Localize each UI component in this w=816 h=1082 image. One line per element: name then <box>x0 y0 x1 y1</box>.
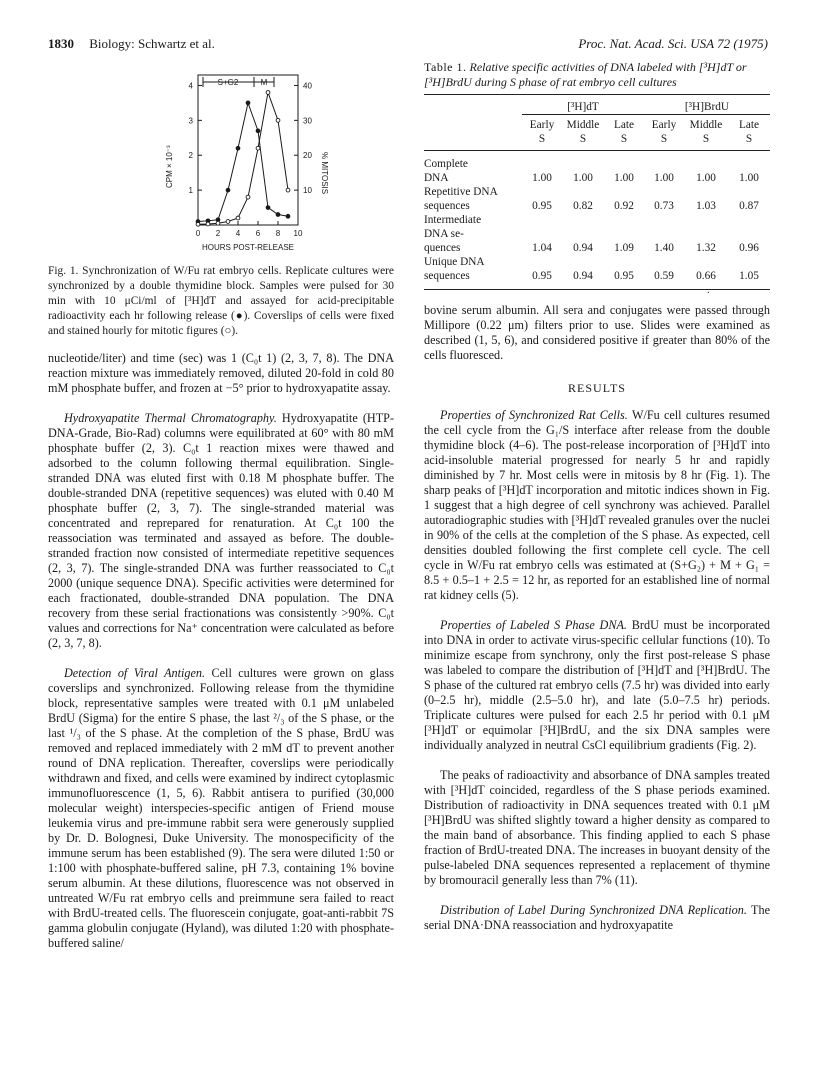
y-left-label: CPM × 10⁻³ <box>165 145 174 188</box>
sub-header: Middle S <box>562 115 604 151</box>
data-point-filled <box>236 146 240 150</box>
series-line-1 <box>198 103 288 222</box>
sub-header: Early S <box>644 115 684 151</box>
table-1-title <box>424 60 770 90</box>
table-row <box>424 227 770 241</box>
paragraph-continued: bovine serum albumin. All sera and conjugates were passed through Millipore (0.22 μm) filters prior to use. Slides were examined as described (1, 5, 6), and considered positive if greater than 80% of the cells fluoresced. <box>424 303 770 362</box>
row-label: quences <box>424 242 461 254</box>
table-title-text: Relative specific activities of DNA labeled with [³H]dT or [³H]BrdU during S phase of rat embryo cell cultures <box>424 60 747 89</box>
figure-1-caption <box>48 264 394 339</box>
table-cell <box>604 213 644 227</box>
table-cell: 0.95 <box>522 269 562 290</box>
row-label: Repetitive DNA <box>424 186 498 198</box>
y-right-tick-label: 10 <box>303 186 312 196</box>
axis-ticks <box>189 81 313 238</box>
data-point-open <box>256 146 260 150</box>
table-cell: 1.40 <box>654 242 674 254</box>
plot-frame <box>198 75 298 225</box>
row-label: sequences <box>424 200 470 212</box>
right-column: Table 1. Relative specific activities of DNA labeled with [³H]dT or [³H]BrdU during S phase of rat embryo cell cultures [³H]dT [³H]BrdU Early S Middle S Late S Early S Middle S Late S Complete DNA 1.00 1.00 1.00 1.00 1.00 1.00 Repetitive DNA sequences 0.95 0.82 0.92 0.73 1.03 0.87 Intermediate DNA se- quences 1.04 0.94 1.09 1.40 1.32 0.96 Unique DNA sequences 0.95 0.94 0.95 0.59 0.66 1.05 · bovine serum albumin. All sera and conjugates were passed through Millipore (0.22 μm) filters prior to use. Slides were examined as described (1, 5, 6), and considered positive if greater than 80% of the cells fluoresced. RESULTS Properties of Synchronized Rat Cells. W/Fu cell cultures resumed the cell cycle from the G₁/S interface after release from the double thymidine block (4–6). The post-release incorporation of [³H]dT into acid-insoluble material progressed for nearly 5 hr and rapidly diminished by 7 hr. Most cells were in mitosis by 8 hr (Fig. 1). The sharp peaks of [³H]dT incorporation and mitotic indices shown in Fig. 1 suggest that a high degree of cell synchrony was achieved. Parallel autoradiographic studies with [³H]dT revealed granules over the nuclei in 90% of the cells at the completion of the S phase. As expected, cell densities doubled following the first complete cell cycle. The cell cycle in W/Fu rat embryo cells was estimated at (S+G₂) + M + G₁ = 8.5 + 0.5–1 + 2.5 = 12 hr, as reported for an established line of normal rat kidney cells (5). Properties of Labeled S Phase DNA. BrdU must be incorporated into DNA in order to activate virus-specific cellular functions (10). To minimize escape from synchrony, only the first post-release S phase was labeled to compare the distribution of [³H]dT and [³H]BrdU. The S phase of the cultured rat embryo cells (7.5 hr) was divided into early (0–2.5 hr), middle (2.5–5.0 hr), and late (5.0–7.5 hr) periods. Triplicate cultures were pulsed for each 2.5 hr period with 0.1 μM [³H]dT or equimolar [³H]BrdU, and the six DNA samples were individually analyzed in neutral CsCl equilibrium gradients (Fig. 2). The peaks of radioactivity and absorbance of DNA samples treated with [³H]dT coincided, regardless of the S phase periods examined. Distribution of radioactivity in DNA sequences treated with 0.1 μM [³H]BrdU was shifted slightly toward a higher density as compared to the main band of absorbance. This finding applied to each S phase fraction of BrdU-treated DNA. The increases in buoyant density of the pulse-labeled DNA sequences represented a replacement of thymine by bromouracil generally less than 7% (11). Distribution of Label During Synchronized DNA Replication. The serial DNA·DNA reassociation and hydroxyapatite <box>424 60 771 932</box>
table-cell <box>522 227 562 241</box>
y-left-tick-label: 2 <box>188 151 193 161</box>
table-cell <box>604 185 644 199</box>
table-cell <box>562 151 604 172</box>
table-cell <box>728 227 770 241</box>
table-cell <box>728 255 770 269</box>
table-cell <box>728 151 770 172</box>
table-cell <box>644 151 684 172</box>
table-cell <box>644 185 684 199</box>
table-cell <box>604 151 644 172</box>
table-cell <box>522 255 562 269</box>
paragraph-labeled-s-phase <box>424 618 770 753</box>
table-cell: 1.03 <box>696 200 716 212</box>
table-cell: 1.09 <box>614 242 634 254</box>
table-row <box>424 199 770 213</box>
table-cell <box>644 255 684 269</box>
sub-header: Middle S <box>684 115 728 151</box>
sub-header-row <box>424 115 770 151</box>
phase-label-m: M <box>260 78 268 87</box>
paragraph-text: W/Fu cell cultures resumed the cell cycle from the G₁/S interface after release from the double thymidine block (4–6). The post-release incorporation of [³H]dT into acid-insoluble material progressed for nearly 5 hr and rapidly diminished by 7 hr. Most cells were in mitosis by 8 hr (Fig. 1). The sharp peaks of [³H]dT incorporation and mitotic indices shown in Fig. 1 suggest that a high degree of cell synchrony was achieved. Parallel autoradiographic studies with [³H]dT revealed granules over the nuclei in 90% of the cells at the completion of the S phase. As expected, cell densities doubled following the first complete cell cycle. The cell cycle in W/Fu rat embryo cells was estimated at (S+G₂) + M + G₁ = 8.5 + 0.5–1 + 2.5 = 12 hr, as reported for an established line of normal rat kidney cells (5). <box>424 408 771 602</box>
run-in-heading: Distribution of Label During Synchronized DNA Replication. <box>440 903 747 917</box>
x-tick-label: 4 <box>235 229 241 238</box>
table-cell: 0.82 <box>573 200 593 212</box>
data-point-open <box>196 222 200 226</box>
table-cell: 0.59 <box>644 269 684 290</box>
table-row <box>424 241 770 255</box>
table-cell: 1.00 <box>573 172 593 184</box>
figure-label: Fig. 1. <box>48 265 79 277</box>
data-point-filled <box>266 206 270 210</box>
row-label: Unique DNA <box>424 256 485 268</box>
table-label: Table 1. <box>424 60 467 74</box>
paragraph-synchronized-cells <box>424 408 770 603</box>
table-cell <box>644 213 684 227</box>
data-point-filled <box>276 213 280 217</box>
data-point-open <box>236 216 240 220</box>
y-right-tick-label: 20 <box>303 151 312 161</box>
table-cell: 0.95 <box>532 200 552 212</box>
paragraph-label-distribution <box>424 903 770 933</box>
table-cell <box>522 213 562 227</box>
table-cell: 0.87 <box>739 200 759 212</box>
row-label: sequences <box>424 269 522 290</box>
caption-text: Synchronization of W/Fu rat embryo cells. Replicate cultures were synchronized by a double thymidine block. Samples were pulsed for 30 min with 10 μCi/ml of [³H]dT and assayed for acid-precipitable radioactivity each hr following release (●). Coverslips of cells were fixed and stained hourly for mitotic figures (○). <box>48 265 394 337</box>
table-cell: 0.94 <box>573 242 593 254</box>
row-label: Complete <box>424 158 468 170</box>
table-cell: 1.00 <box>696 172 716 184</box>
table-row <box>424 213 770 227</box>
x-tick-label: 10 <box>293 229 303 238</box>
table-cell <box>562 185 604 199</box>
paragraph-text: Cell cultures were grown on glass coverslips and synchronized. Following release from the thymidine block, representative samples were treated with 0.1 μM unlabeled BrdU (Sigma) for the entire S phase, the last ²/₃ of the S phase, or the last ¹/₃ of the S phase. At the completion of the S phase, BrdU was removed and replaced immediately with 2 mM dT to prevent another round of DNA replication. Thereafter, coverslips were periodically withdrawn and fixed, and cells were examined by indirect cytoplasmic immunofluorescence (1, 5, 6). Rabbit antisera to purified (30,000 molecular weight) interspecies-specific antigen of Friend mouse leukemia virus and pre-immune rabbit sera were generously supplied by Dr. D. Bolognesi, Duke University. The monospecificity of the immune serum has been established (9). The sera were diluted 1:50 or 1:100 with phosphate-buffered saline, pH 7.3, containing 1% bovine serum albumin. At these dilutions, fluorescence was not observed in untreated W/Fu rat embryo cells and preimmune sera failed to react with BrdU-treated cells. The fluorescein conjugate, goat-anti-rabbit 7S gamma globulin conjugate (Hyland), was diluted 1:20 with phosphate-buffered saline/ <box>48 666 394 950</box>
data-point-open <box>246 195 250 199</box>
table-1 <box>424 94 770 290</box>
table-cell <box>728 213 770 227</box>
data-point-filled <box>226 188 230 192</box>
table-cell <box>728 185 770 199</box>
x-tick-label: 2 <box>215 229 221 238</box>
y-right-label: % MITOSIS <box>320 152 329 195</box>
table-cell <box>684 213 728 227</box>
sub-header: Early S <box>522 115 562 151</box>
table-row <box>424 151 770 172</box>
table-cell <box>644 227 684 241</box>
table-cell <box>562 255 604 269</box>
table-cell: 1.04 <box>532 242 552 254</box>
table-cell: 1.00 <box>532 172 552 184</box>
journal-citation: Proc. Nat. Acad. Sci. USA 72 (1975) <box>578 36 768 51</box>
data-point-open <box>286 188 290 192</box>
column-group-header: [³H]BrdU <box>644 95 770 115</box>
table-cell: 1.00 <box>654 172 674 184</box>
table-body <box>424 151 770 290</box>
y-right-tick-label: 40 <box>303 81 312 91</box>
running-title: Biology: Schwartz et al. <box>89 36 215 51</box>
table-cell: 0.94 <box>562 269 604 290</box>
table-cell <box>684 185 728 199</box>
data-point-filled <box>286 214 290 218</box>
table-cell: 0.92 <box>614 200 634 212</box>
table-cell: 1.00 <box>614 172 634 184</box>
paragraph-text: The serial DNA·DNA reassociation and hydroxyapatite <box>424 903 770 932</box>
data-point-open <box>276 118 280 122</box>
paragraph-hydroxyapatite <box>48 411 394 651</box>
table-cell <box>562 227 604 241</box>
y-right-tick-label: 30 <box>303 116 312 126</box>
table-row <box>424 185 770 199</box>
table-cell <box>604 227 644 241</box>
data-point-open <box>216 221 220 225</box>
figure-1 <box>48 60 394 260</box>
x-tick-label: 8 <box>275 229 281 238</box>
column-group-header: [³H]dT <box>522 95 644 115</box>
run-in-heading: Properties of Labeled S Phase DNA. <box>440 618 627 632</box>
table-cell <box>604 255 644 269</box>
table-cell: 1.00 <box>739 172 759 184</box>
row-label: DNA se- <box>424 228 464 240</box>
data-point-filled <box>256 129 260 133</box>
table-cell: 0.96 <box>739 242 759 254</box>
sub-header: Late S <box>728 115 770 151</box>
data-point-filled <box>246 101 250 105</box>
table-cell <box>522 185 562 199</box>
data-point-open <box>206 222 210 226</box>
data-point-open <box>266 91 270 95</box>
run-in-heading: Hydroxyapatite Thermal Chromatography. <box>64 411 277 425</box>
figure-1-chart <box>48 60 394 260</box>
run-in-heading: Detection of Viral Antigen. <box>64 666 206 680</box>
table-cell <box>684 255 728 269</box>
paragraph-text: Hydroxyapatite (HTP-DNA-Grade, Bio-Rad) columns were equilibrated at 60° with 80 mM phosphate buffer (2, 3). C₀t 1 reaction mixes were thawed and adsorbed to the column following thermal equilibration. Single-stranded DNA was eluted first with 0.18 M phosphate buffer. The double-stranded DNA (repetitive sequences) was eluted with 0.40 M phosphate buffer (2, 3, 7). The single-stranded material was concentrated and reprepared for renaturation. At C₀t 100 the reassociation was terminated and assayed as before. The double-stranded fraction now consisted of intermediate repetitive sequences (2, 3, 7). The single-stranded DNA was further reassociated to C₀t 2000 (unique sequence DNA). Specific activities were determined for each fractionated, double-stranded DNA population. The DNA recovery from these serial fractionations was consistently >90%. C₀t values and corrections for Na⁺ concentration were calculated as before (2, 3, 7, 8). <box>48 411 394 650</box>
x-axis-label: HOURS POST-RELEASE <box>201 243 295 252</box>
data-series <box>196 91 290 227</box>
table-cell <box>522 151 562 172</box>
table-cell: 0.95 <box>604 269 644 290</box>
table-cell: 1.05 <box>728 269 770 290</box>
table-cell: 1.32 <box>696 242 716 254</box>
data-point-open <box>226 220 230 224</box>
x-tick-label: 0 <box>195 229 201 238</box>
y-left-tick-label: 3 <box>188 116 193 126</box>
phase-label-sg2: S+G2 <box>217 78 239 87</box>
paragraph-radioactivity-peaks: The peaks of radioactivity and absorbance of DNA samples treated with [³H]dT coincided, regardless of the S phase periods examined. Distribution of radioactivity in DNA sequences treated with 0.1 μM [³H]BrdU was shifted slightly toward a higher density as compared to the main band of absorbance. This finding applied to each S phase fraction of BrdU-treated DNA. The increases in buoyant density of the pulse-labeled DNA sequences represented a replacement of thymine by bromouracil generally less than 7% (11). <box>424 768 770 887</box>
page-number: 1830 <box>48 36 74 51</box>
table-row <box>424 255 770 269</box>
section-heading-results: RESULTS <box>568 381 626 395</box>
table-cell <box>684 227 728 241</box>
row-label: DNA <box>424 172 449 184</box>
page-header <box>48 36 768 52</box>
left-column <box>48 60 394 951</box>
paragraph-text: BrdU must be incorporated into DNA in order to activate virus-specific cellular functions (10). To minimize escape from synchrony, only the first post-release S phase was labeled to compare the distribution of [³H]dT and [³H]BrdU. The S phase of the cultured rat embryo cells (7.5 hr) was divided into early (0–2.5 hr), middle (2.5–5.0 hr), and late (5.0–7.5 hr) periods. Triplicate cultures were pulsed for each 2.5 hr period with 0.1 μM [³H]dT or equimolar [³H]BrdU, and the six DNA samples were individually analyzed in neutral CsCl equilibrium gradients (Fig. 2). <box>424 618 771 752</box>
table-cell: 0.73 <box>654 200 674 212</box>
table-cell: 0.66 <box>684 269 728 290</box>
table-cell <box>684 151 728 172</box>
y-left-tick-label: 1 <box>188 186 193 196</box>
x-tick-label: 6 <box>255 229 261 238</box>
series-line-2 <box>198 92 288 224</box>
paragraph-viral-antigen <box>48 666 394 951</box>
sub-header: Late S <box>604 115 644 151</box>
paragraph-continued: nucleotide/liter) and time (sec) was 1 (C₀t 1) (2, 3, 7, 8). The DNA reaction mixture was immediately removed, diluted 20-fold in cold 80 mM phosphate buffer, and frozen at −5° prior to hydroxyapatite assay. <box>48 351 394 395</box>
row-label: Intermediate <box>424 214 482 226</box>
y-left-tick-label: 4 <box>188 81 193 91</box>
table-row <box>424 171 770 185</box>
run-in-heading: Properties of Synchronized Rat Cells. <box>440 408 628 422</box>
table-cell <box>562 213 604 227</box>
